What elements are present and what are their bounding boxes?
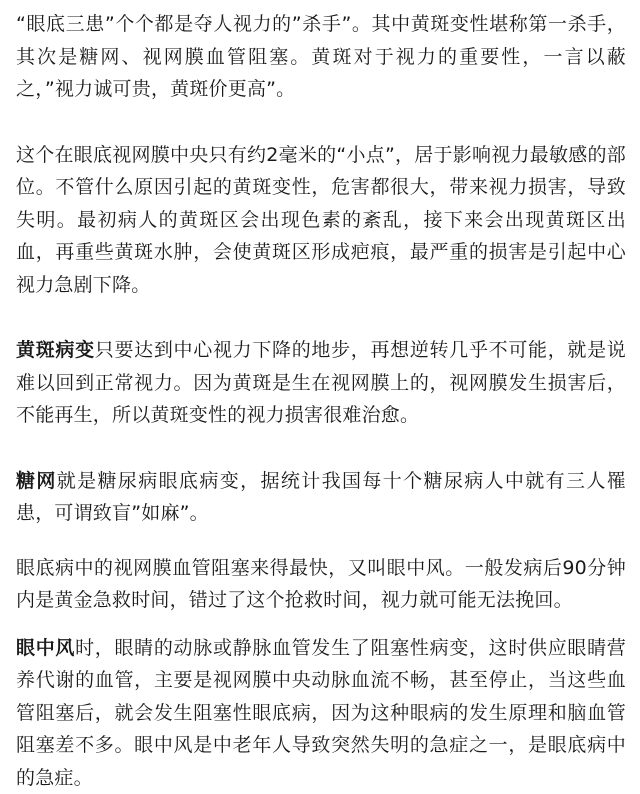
paragraph-vascular-occlusion: 眼底病中的视网膜血管阻塞来得最快，又叫眼中风。一般发病后90分钟内是黄金急救时间，错过了这个抢救时间，视力就可能无法挽回。 [16, 552, 626, 617]
paragraph-diabetic-retinopathy [16, 465, 626, 530]
paragraph-text: 只要达到中心视力下降的地步，再想逆转几乎不可能，就是说难以回到正常视力。因为黄斑是生在视网膜上的，视网膜发生损害后，不能再生，所以黄斑变性的视力损害很难治愈。 [16, 339, 626, 426]
paragraph-macular-degeneration [16, 334, 626, 432]
paragraph-text: 时，眼睛的动脉或静脉血管发生了阻塞性病变，这时供应眼睛营养代谢的血管，主要是视网膜中央动脉血流不畅，甚至停止，当这些血管阻塞后，就会发生阻塞性眼底病，因为这种眼病的发生原理和脑血管阻塞差不多。眼中风是中老年人导致突然失明的急症之一，是眼底病中的急症。 [16, 637, 626, 789]
paragraph-text: 就是糖尿病眼底病变，据统计我国每十个糖尿病人中就有三人罹患，可谓致盲”如麻”。 [16, 470, 626, 525]
paragraph-eye-stroke [16, 632, 626, 794]
term-diabetic-retinopathy: 糖网 [16, 470, 57, 492]
paragraph-eye-fundus-intro: “眼底三患”个个都是夺人视力的”杀手”。其中黄斑变性堪称第一杀手，其次是糖网、视网膜血管阻塞。黄斑对于视力的重要性，一言以蔽之，”视力诚可贵，黄斑价更高”。 [16, 8, 626, 106]
paragraph-macula-description: 这个在眼底视网膜中央只有约2毫米的“小点”，居于影响视力最敏感的部位。不管什么原因引起的黄斑变性，危害都很大，带来视力损害，导致失明。最初病人的黄斑区会出现色素的紊乱，接下来会出现黄斑区出血，再重些黄斑水肿，会使黄斑区形成疤痕，最严重的损害是引起中心视力急剧下降。 [16, 139, 626, 302]
term-eye-stroke: 眼中风 [16, 637, 75, 659]
term-macular-degeneration: 黄斑病变 [16, 339, 95, 361]
